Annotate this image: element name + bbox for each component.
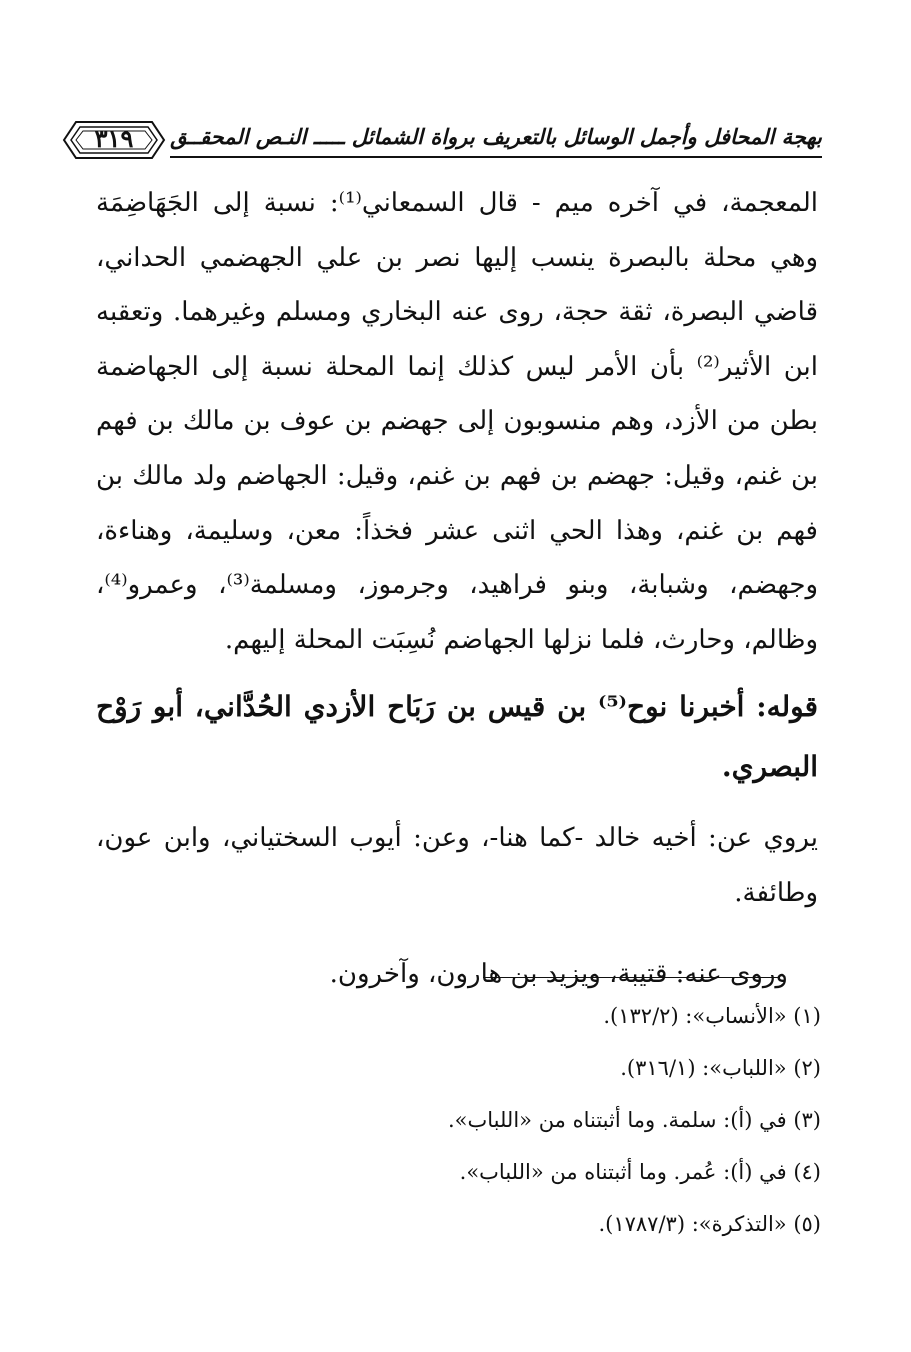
- paragraph-narrated-by: وروى عنه: قتيبة، ويزيد بن هارون، وآخرون.: [329, 958, 788, 989]
- footnote-separator: [483, 977, 778, 978]
- footnote-3: (٣) في (أ): سلمة. وما أثبتناه من «اللباب».: [447, 1108, 821, 1132]
- header-rule: [170, 156, 822, 158]
- footnote-4: (٤) في (أ): عُمر. وما أثبتناه من «اللباب».: [459, 1160, 821, 1184]
- page-number: ٣١٩: [94, 124, 134, 153]
- footnotes: [361, 990, 821, 1250]
- footnote-1: (١) «الأنساب»: (١٣٢/٢).: [603, 1004, 821, 1028]
- page-number-badge: [62, 118, 166, 162]
- header-title: بهجة المحافل وأجمل الوسائل بالتعريف برواة الشمائل ـــــ النـص المحقــق: [170, 124, 822, 149]
- lemma-heading: قوله: أخبرنا نوح⁽⁵⁾ بن قيس بن رَبَاح الأزدي الحُدَّاني، أبو رَوْح البصري.: [96, 690, 819, 784]
- footnote-5: (٥) «التذكرة»: (١٧٨٧/٣).: [598, 1212, 821, 1236]
- main-text: [96, 176, 818, 1001]
- running-header: [62, 118, 822, 162]
- footnote-2: (٢) «اللباب»: (٣١٦/١).: [620, 1056, 821, 1080]
- paragraph-nisba: المعجمة، في آخره ميم - قال السمعاني⁽¹⁾: نسبة إلى الجَهَاضِمَة وهي محلة بالبصرة ينسب إليها نصر بن علي الجهضمي الحداني، قاضي البصرة، ثقة حجة، روى عنه البخاري ومسلم وغيرهما. وتعقبه ابن الأثير⁽²⁾ بأن الأمر ليس كذلك إنما المحلة نسبة إلى الجهاضمة بطن من الأزد، وهم منسوبون إلى جهضم بن عوف بن مالك بن فهم بن غنم، وقيل: جهضم بن فهم بن غنم، وقيل: الجهاضم ولد مالك بن فهم بن غنم، وهذا الحي اثنى عشر فخذاً: معن، وسليمة، وهناءة، وجهضم، وشبابة، وبنو فراهيد، وجرموز، ومسلمة⁽³⁾، وعمرو⁽⁴⁾، وظالم، وحارث، فلما نزلها الجهاضم نُسِبَت المحلة إليهم.: [96, 188, 819, 655]
- paragraph-narrates-from: يروي عن: أخيه خالد -كما هنا-، وعن: أيوب السختياني، وابن عون، وطائفة.: [96, 823, 818, 908]
